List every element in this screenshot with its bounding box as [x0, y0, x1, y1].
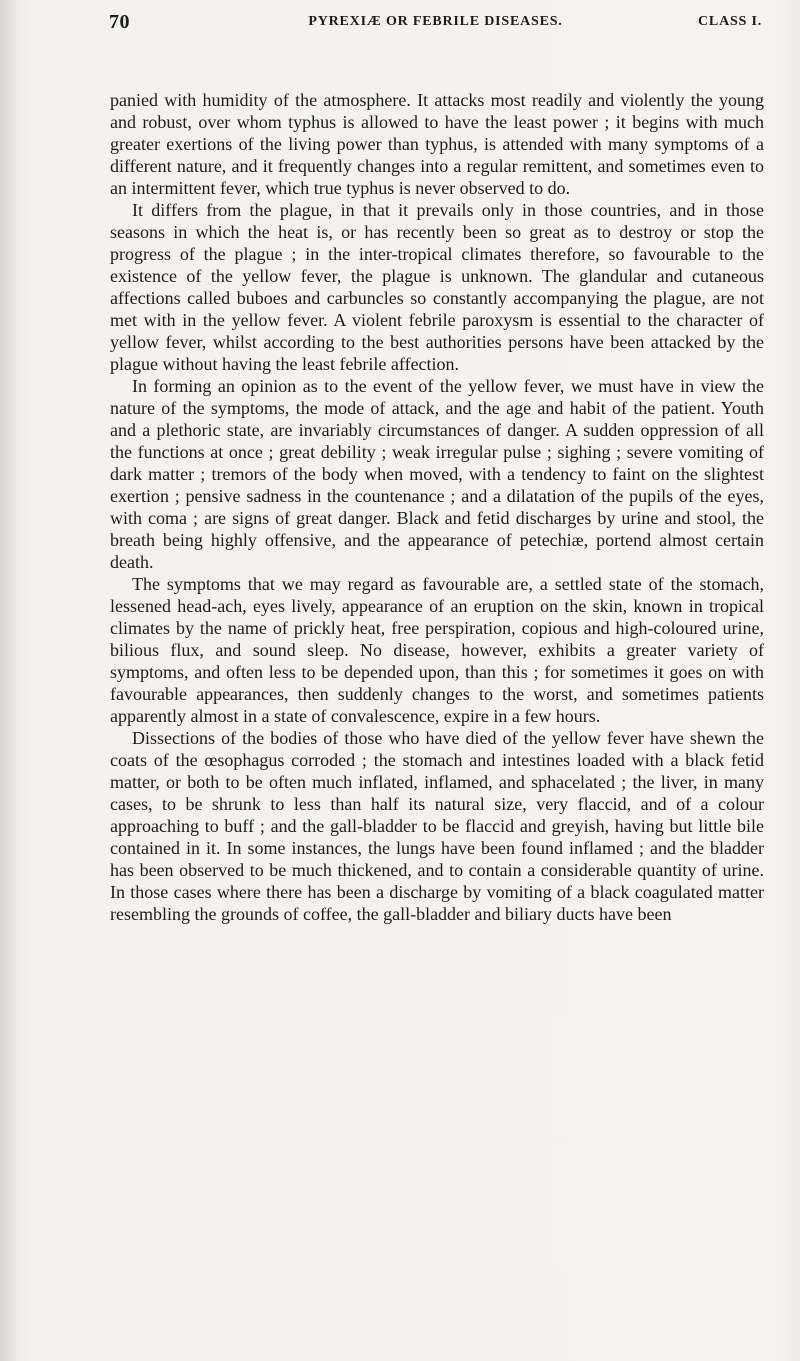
body-text — [110, 89, 764, 925]
paragraph-continuation: panied with humidity of the atmosphere. It attacks most readily and violently the young and robust, over whom typhus is allowed to have the least power ; it begins with much greater exertions of the living power than typhus, is attended with many symptoms of a different nature, and it frequently changes into a regular remittent, and sometimes even to an intermittent fever, which true typhus is never observed to do. — [110, 90, 764, 198]
paragraph-prognosis: In forming an opinion as to the event of the yellow fever, we must have in view the nature of the symptoms, the mode of attack, and the age and habit of the patient. Youth and a plethoric state, are invariably circumstances of danger. A sudden oppression of all the functions at once ; great debility ; weak irregular pulse ; sighing ; severe vomiting of dark matter ; tremors of the body when moved, with a tendency to faint on the slightest exertion ; pensive sadness in the countenance ; and a dilatation of the pupils of the eyes, with coma ; are signs of great danger. Black and fetid discharges by urine and stool, the breath being highly offensive, and the appearance of petechiæ, portend almost certain death. — [110, 376, 764, 572]
paragraph-dissections: Dissections of the bodies of those who have died of the yellow fever have shewn the coats of the œsophagus corroded ; the stomach and intestines loaded with a black fetid matter, or both to be often much inflated, inflamed, and sphacelated ; the liver, in many cases, to be shrunk to less than half its natural size, very flaccid, and of a colour approaching to buff ; and the gall-bladder to be flaccid and greyish, having but little bile contained in it. In some instances, the lungs have been found inflamed ; and the bladder has been observed to be much thickened, and to contain a considerable quantity of urine. In those cases where there has been a discharge by vomiting of a black coagulated matter resembling the grounds of coffee, the gall-bladder and biliary ducts have been — [110, 728, 764, 924]
paragraph-favourable-symptoms: The symptoms that we may regard as favourable are, a settled state of the stomach, lessened head-ach, eyes lively, appearance of an eruption on the skin, known in tropical climates by the name of prickly heat, free perspiration, copious and high-coloured urine, bilious flux, and sound sleep. No disease, however, exhibits a greater variety of symptoms, and often less to be depended upon, than this ; for sometimes it goes on with favourable appearances, then suddenly changes to the worst, and sometimes patients apparently almost in a state of convalescence, expire in a few hours. — [110, 574, 764, 726]
class-label: CLASS I. — [698, 14, 762, 29]
running-head — [109, 10, 762, 34]
paragraph-plague-comparison: It differs from the plague, in that it prevails only in those countries, and in those seasons in which the heat is, or has recently been so great as to destroy or stop the progress of the plague ; in the inter-tropical climates therefore, so favourable to the existence of the yellow fever, the plague is unknown. The glandular and cutaneous affections called buboes and carbuncles so constantly accompanying the plague, are not met with in the yellow fever. A violent febrile paroxysm is essential to the character of yellow fever, whilst according to the best authorities persons have been attacked by the plague without having the least febrile affection. — [110, 200, 764, 374]
page-number: 70 — [109, 11, 130, 33]
page-gutter-shadow — [0, 0, 18, 1361]
running-title: PYREXIÆ OR FEBRILE DISEASES. — [308, 14, 563, 29]
